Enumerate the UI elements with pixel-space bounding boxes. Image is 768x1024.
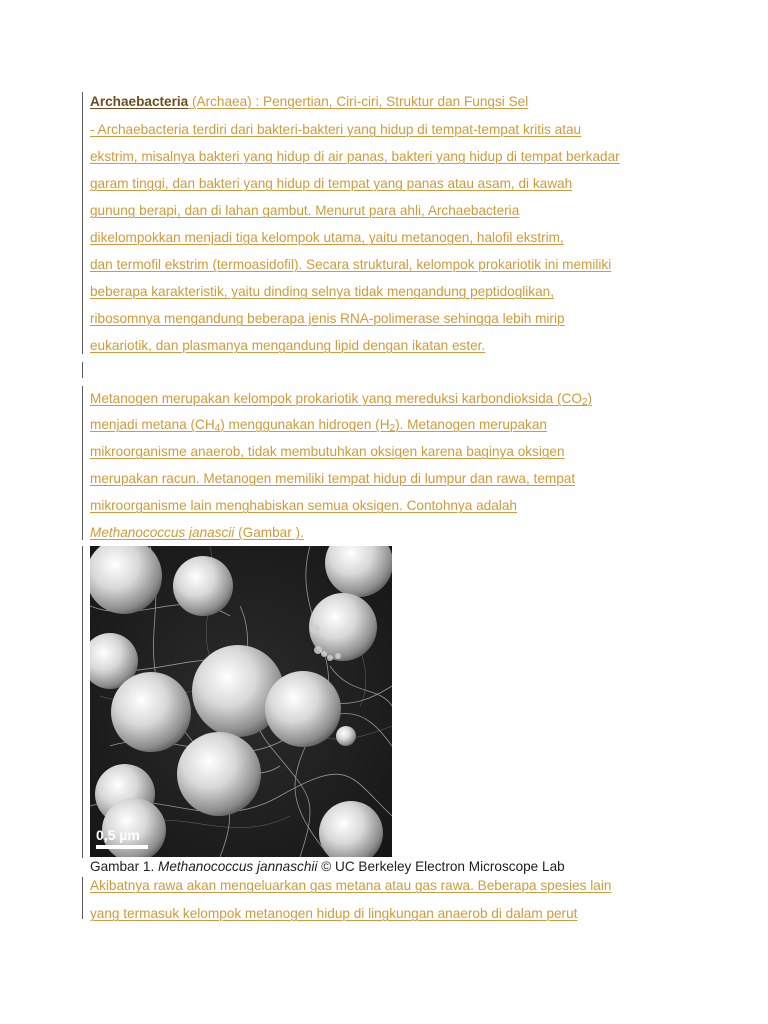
heading-link-rest[interactable]: (Archaea) : Pengertian, Ciri-ciri, Struktur dan Fungsi Sel <box>188 94 529 109</box>
para2-line-2-a: menjadi metana (CH <box>90 417 215 432</box>
species-name: Methanococcus janascii <box>90 525 235 540</box>
figure-reference: (Gambar ). <box>234 525 304 540</box>
para1-line-1[interactable]: - Archaebacteria terdiri dari bakteri-bakteri yang hidup di tempat-tempat kritis atau <box>90 122 582 137</box>
margin-bar-separator <box>82 362 83 378</box>
para2-line-2-c: ). Metanogen merupakan <box>395 417 547 432</box>
para2-line-2-b: ) menggunakan hidrogen (H <box>220 417 390 432</box>
para2-line-4[interactable]: merupakan racun. Metanogen memiliki tempat hidup di lumpur dan rawa, tempat <box>90 471 576 486</box>
co2-subscript: 2 <box>581 397 588 408</box>
para1-line-3[interactable]: garam tinggi, dan bakteri yang hidup di tempat yang panas atau asam, di kawah <box>90 176 573 191</box>
scale-bar-label: 0,5 µm <box>96 827 140 843</box>
sem-micrograph-image <box>90 546 392 857</box>
para1-line-2[interactable]: ekstrim, misalnya bakteri yang hidup di air panas, bakteri yang hidup di tempat berkadar <box>90 149 620 164</box>
margin-bar-section1 <box>82 92 83 354</box>
caption-prefix: Gambar 1. <box>90 859 158 874</box>
para1-line-4[interactable]: gunung berapi, dan di lahan gambut. Menurut para ahli, Archaebacteria <box>90 203 520 218</box>
margin-bar-section3 <box>82 877 83 919</box>
para3-line-2[interactable]: yang termasuk kelompok metanogen hidup di lingkungan anaerob di dalam perut <box>90 906 578 921</box>
para2-line-2[interactable] <box>90 416 547 434</box>
para2-line-1-a: Metanogen merupakan kelompok prokariotik yang mereduksi karbondioksida (CO <box>90 391 582 406</box>
para2-line-5[interactable]: mikroorganisme lain menghabiskan semua oksigen. Contohnya adalah <box>90 498 517 513</box>
para2-line-1-b: ) <box>587 391 592 406</box>
margin-bar-figure <box>82 546 83 858</box>
ch4-subscript: 4 <box>214 423 221 434</box>
para2-line-3[interactable]: mikroorganisme anaerob, tidak membutuhkan oksigen karena baginya oksigen <box>90 444 565 459</box>
heading-line[interactable] <box>90 93 528 111</box>
heading-link-bold[interactable]: Archaebacteria <box>90 94 189 109</box>
para1-line-6[interactable]: dan termofil ekstrim (termoasidofil). Secara struktural, kelompok prokariotik ini memiliki <box>90 257 612 272</box>
caption-species: Methanococcus jannaschii <box>158 859 318 874</box>
para1-line-7[interactable]: beberapa karakteristik, yaitu dinding selnya tidak mengandung peptidoglikan, <box>90 284 554 299</box>
para1-line-8[interactable]: ribosomnya mengandung beberapa jenis RNA-polimerase sehingga lebih mirip <box>90 311 565 326</box>
para2-line-1[interactable] <box>90 390 592 408</box>
para3-line-1[interactable]: Akibatnya rawa akan mengeluarkan gas metana atau gas rawa. Beberapa spesies lain <box>90 878 612 893</box>
para1-line-9[interactable]: eukariotik, dan plasmanya mengandung lipid dengan ikatan ester. <box>90 338 486 353</box>
para1-line-5[interactable]: dikelompokkan menjadi tiga kelompok utama, yaitu metanogen, halofil ekstrim, <box>90 230 564 245</box>
margin-bar-section2 <box>82 386 83 540</box>
caption-credit: © UC Berkeley Electron Microscope Lab <box>317 859 565 874</box>
scale-bar <box>96 845 148 849</box>
h2-subscript: 2 <box>389 423 396 434</box>
figure-caption <box>90 858 565 876</box>
para2-line-6[interactable] <box>90 524 304 542</box>
